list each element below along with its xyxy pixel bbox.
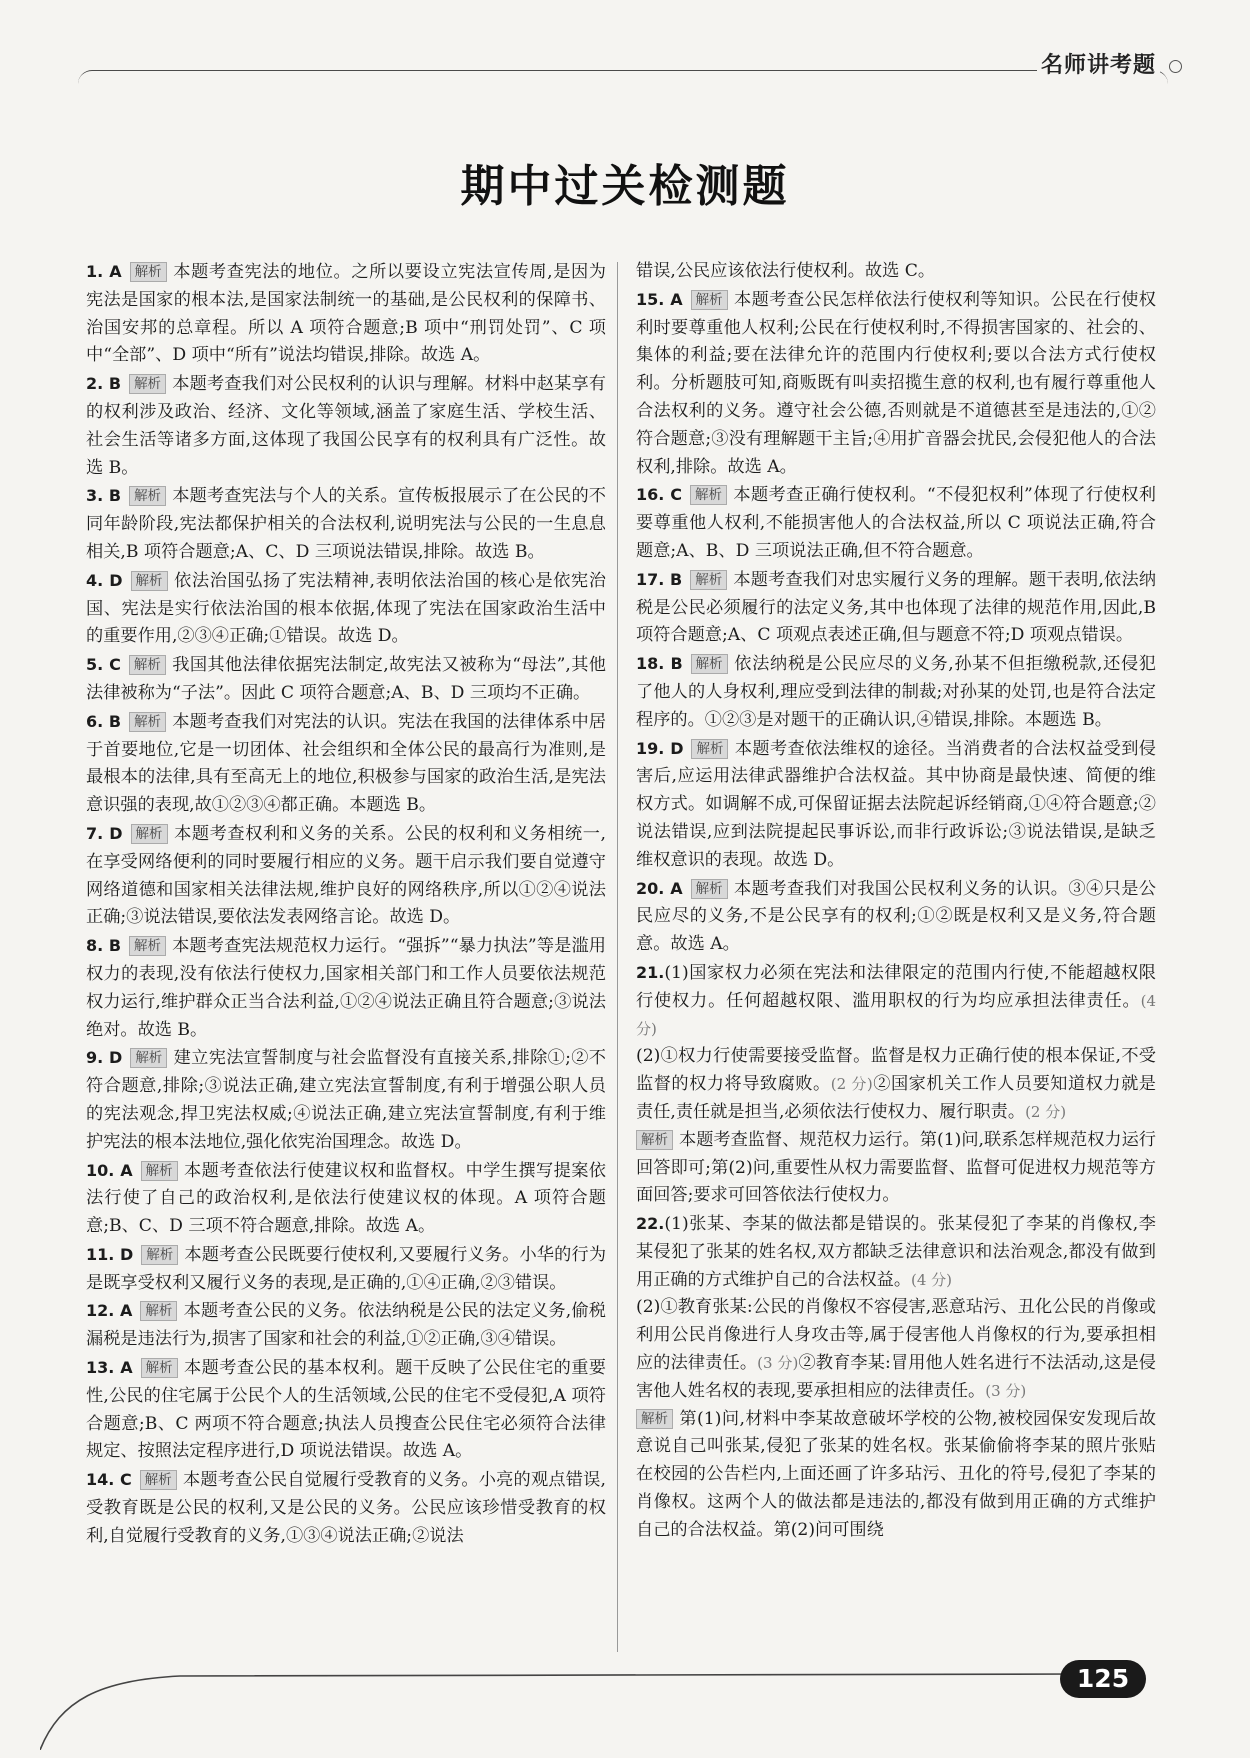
item-number: 15.: [636, 289, 665, 309]
answer-item: [636, 735, 1156, 875]
analysis-tag: 解析: [130, 1048, 167, 1068]
answer-text: 本题考查依法维权的途径。当消费者的合法权益受到侵害后,应运用法律武器维护合法权益。其中协商是最快速、简便的维权方式。如调解不成,可保留证据去法院起诉经销商,①④符合题意;②说法错误,应到法院提起民事诉讼,而非行政诉讼;③说法错误,是缺乏维权意识的表现。故选 D。: [636, 738, 1156, 870]
analysis-tag: 解析: [141, 1245, 178, 1265]
item-number: 19.: [636, 738, 665, 758]
item-number: 16.: [636, 485, 665, 505]
answer-text: 建立宪法宣誓制度与社会监督没有直接关系,排除①;②不符合题意,排除;③说法正确,建立宪法宣誓制度,有利于增强公职人员的宪法观念,捍卫宪法权威;④说法正确,建立宪法宣誓制度,有利于维护宪法的根本法地位,强化依宪治国理念。故选 D。: [86, 1048, 606, 1152]
item-number: 14.: [86, 1470, 115, 1490]
answer-letter: A: [120, 1358, 133, 1378]
answer-letter: B: [670, 654, 683, 674]
answer-text: 本题考查正确行使权利。“不侵犯权利”体现了行使权利要尊重他人权利,不能损害他人的合法权益,所以 C 项说法正确,符合题意;A、B、D 三项说法正确,但不符合题意。: [636, 485, 1156, 561]
answer-text: 本题考查宪法规范权力运行。“强拆”“暴力执法”等是滥用权力的表现,没有依法行使权力,国家相关部门和工作人员要依法规范权力运行,维护群众正当合法利益,①②④说法正确且符合题意;③说法绝对。故选 B。: [86, 936, 606, 1040]
analysis-tag: 解析: [691, 739, 728, 759]
analysis-tag: 解析: [690, 570, 727, 590]
analysis-tag: 解析: [129, 936, 166, 956]
score-label: (3 分): [757, 1354, 799, 1373]
answer-letter: A: [120, 1160, 133, 1180]
answer-item: [636, 481, 1156, 565]
analysis-tag: 解析: [636, 1130, 673, 1150]
analysis-tag: 解析: [130, 262, 167, 282]
answer-letter: A: [120, 1301, 133, 1321]
answer-letter: D: [670, 738, 684, 758]
header-rule: [78, 70, 1168, 85]
analysis-text: 本题考查监督、规范权力运行。第(1)问,联系怎样规范权力运行回答即可;第(2)问,重要性从权力需要监督、监督可促进权力规范等方面回答;要求可回答依法行使权力。: [636, 1129, 1156, 1206]
answer-item: [86, 708, 606, 820]
answer-letter: B: [108, 486, 122, 506]
answer-item: [636, 566, 1156, 650]
item-number: 5.: [86, 655, 104, 675]
page-title: 期中过关检测题: [460, 161, 790, 212]
analysis-tag: 解析: [131, 571, 168, 591]
answer-text: 本题考查公民既要行使权利,又要履行义务。小华的行为是既享受权利又履行义务的表现,是正确的,①④正确,②③错误。: [86, 1244, 607, 1293]
analysis-tag: 解析: [691, 879, 728, 899]
column-divider: [617, 262, 618, 1652]
left-column: [86, 258, 606, 1551]
answer-letter: C: [120, 1470, 132, 1490]
score-label: (4 分): [636, 991, 1156, 1038]
answer-sub-21-2: [636, 1043, 1156, 1126]
item-number: 21.: [636, 962, 665, 982]
analysis-22: [636, 1406, 1156, 1545]
item-number: 2.: [86, 374, 104, 394]
answer-letter: A: [670, 289, 683, 309]
answer-text: 本题考查权利和义务的关系。公民的权利和义务相统一,在享受网络便利的同时要履行相应的义务。题干启示我们要自觉遵守网络道德和国家相关法律法规,维护良好的网络秩序,所以①②④说法正确;③说法错误,要依法发表网络言论。故选 D。: [86, 823, 606, 928]
analysis-tag: 解析: [141, 1358, 178, 1378]
item-number: 8.: [86, 936, 104, 956]
answer-item: [86, 1354, 606, 1466]
score-label: (2 分): [1025, 1102, 1067, 1121]
score-label: (2 分): [830, 1075, 873, 1094]
answer-letter: D: [109, 570, 123, 590]
answer-item-21: [636, 959, 1156, 1043]
answer-item: [86, 258, 606, 370]
answer-text: 依法治国弘扬了宪法精神,表明依法治国的核心是依宪治国、宪法是实行依法治国的根本依据,体现了宪法在国家政治生活中的重要作用,②③④正确;①错误。故选 D。: [86, 570, 606, 647]
answer-item: [86, 370, 606, 482]
answer-item: [86, 567, 606, 651]
answer-text: ②国家机关工作人员要知道权力就是责任,责任就是担当,必须依法行使权力、履行职责。: [636, 1074, 1156, 1122]
answer-item: [636, 286, 1156, 482]
answer-item: [636, 875, 1156, 959]
item-number: 10.: [86, 1160, 115, 1180]
score-label: (3 分): [985, 1381, 1027, 1400]
analysis-tag: 解析: [140, 1470, 177, 1490]
item-number: 6.: [86, 711, 104, 731]
header-label: 名师讲考题: [1037, 48, 1160, 79]
analysis-tag: 解析: [129, 486, 166, 506]
answer-text: 本题考查公民的义务。依法纳税是公民的法定义务,偷税漏税是违法行为,损害了国家和社会的利益,①②正确,③④错误。: [86, 1301, 606, 1350]
item-number: 22.: [636, 1214, 665, 1234]
answer-item: [86, 1157, 606, 1241]
answer-letter: B: [108, 936, 122, 956]
answer-letter: D: [109, 1048, 123, 1068]
item-number: 1.: [86, 262, 104, 281]
answer-item: [86, 482, 606, 566]
item-number: 13.: [86, 1358, 115, 1378]
answer-item: [86, 1044, 606, 1156]
analysis-tag: 解析: [636, 1409, 673, 1429]
answer-text: 本题考查我们对我国公民权利义务的认识。③④只是公民应尽的义务,不是公民享有的权利;①②既是权利又是义务,符合题意。故选 A。: [636, 878, 1156, 955]
answer-letter: C: [109, 655, 121, 675]
answer-text: 本题考查公民怎样依法行使权利等知识。公民在行使权利时要尊重他人权利;公民在行使权利时,不得损害国家的、社会的、集体的利益;要在法律允许的范围内行使权利;要以合法方式行使权利。分析题肢可知,商贩既有叫卖招揽生意的权利,也有履行尊重他人合法权利的义务。遵守社会公德,否则就是不道德甚至是违法的,①②符合题意;③没有理解题干主旨;④用扩音器会扰民,会侵犯他人的合法权利,排除。故选 A。: [636, 289, 1156, 477]
analysis-tag: 解析: [129, 374, 166, 394]
answer-text: 本题考查我们对宪法的认识。宪法在我国的法律体系中居于首要地位,它是一切团体、社会组织和全体公民的最高行为准则,是最根本的法律,具有至高无上的地位,积极参与国家的政治生活,是宪法意识强的表现,故①②③④都正确。本题选 B。: [86, 711, 606, 816]
answer-text: ②教育李某:冒用他人姓名进行不法活动,这是侵害他人姓名权的表现,要承担相应的法律责任。: [636, 1353, 1156, 1401]
item-number: 17.: [636, 569, 665, 589]
answer-text: 依法纳税是公民应尽的义务,孙某不但拒缴税款,还侵犯了他人的人身权利,理应受到法律的制裁;对孙某的处罚,也是符合法定程序的。①②③是对题干的正确认识,④错误,排除。本题选 B。: [636, 654, 1156, 730]
item-number: 11.: [86, 1244, 115, 1264]
answer-text: (2)①权力行使需要接受监督。监督是权力正确行使的根本保证,不受监督的权力将导致腐败。: [636, 1046, 1156, 1095]
analysis-tag: 解析: [691, 290, 728, 310]
answer-text: 本题考查公民自觉履行受教育的义务。小亮的观点错误,受教育既是公民的权利,又是公民的义务。公民应该珍惜受教育的权利,自觉履行受教育的义务,①③④说法正确;②说法: [86, 1470, 607, 1546]
answer-letter: D: [109, 823, 123, 843]
answer-item: [86, 932, 606, 1044]
answer-letter: B: [108, 711, 122, 731]
answer-sub-22-2: [636, 1294, 1156, 1405]
answer-letter: C: [670, 485, 682, 505]
analysis-tag: 解析: [129, 712, 166, 732]
header-circle-icon: [1169, 60, 1182, 73]
answer-text: (1)张某、李某的做法都是错误的。张某侵犯了李某的肖像权,李某侵犯了张某的姓名权,双方都缺乏法律意识和法治观念,都没有做到用正确的方式维护自己的合法权益。: [636, 1214, 1156, 1290]
item-number: 3.: [86, 486, 104, 506]
item-number: 18.: [636, 654, 665, 674]
answer-text: (1)国家权力必须在宪法和法律限定的范围内行使,不能超越权限行使权力。任何超越权限、滥用职权的行为均应承担法律责任。: [636, 962, 1156, 1011]
answer-text: 本题考查我们对忠实履行义务的理解。题干表明,依法纳税是公民必须履行的法定义务,其中也体现了法律的规范作用,因此,B 项符合题意;A、C 项观点表述正确,但与题意不符;D 项观点错误。: [636, 569, 1157, 646]
answer-item: [86, 1297, 606, 1354]
answer-continuation: 错误,公民应该依法行使权利。故选 C。: [636, 261, 936, 281]
answer-text: 本题考查依法行使建议权和监督权。中学生撰写提案依法行使了自己的政治权利,是依法行使建议权的体现。A 项符合题意;B、C、D 三项不符合题意,排除。故选 A。: [86, 1160, 606, 1237]
analysis-tag: 解析: [141, 1161, 178, 1181]
answer-item: [86, 651, 606, 708]
footer-curve: [40, 1660, 1080, 1750]
analysis-tag: 解析: [691, 654, 728, 674]
answer-letter: D: [119, 1244, 134, 1264]
answer-item: [86, 1241, 606, 1298]
answer-item-22: [636, 1210, 1156, 1294]
item-number: 12.: [86, 1301, 115, 1321]
analysis-tag: 解析: [140, 1301, 177, 1321]
answer-text: 本题考查我们对公民权利的认识与理解。材料中赵某享有的权利涉及政治、经济、文化等领域,涵盖了家庭生活、学校生活、社会生活等诸多方面,这体现了我国公民享有的权利具有广泛性。故选 B。: [86, 374, 606, 478]
item-number: 9.: [86, 1048, 104, 1068]
answer-item: [86, 1466, 606, 1550]
answer-letter: B: [670, 569, 683, 589]
answer-letter: B: [108, 374, 122, 394]
answer-letter: A: [109, 262, 122, 281]
answer-text: 我国其他法律依据宪法制定,故宪法又被称为“母法”,其他法律被称为“子法”。因此 C 项符合题意;A、B、D 三项均不正确。: [86, 655, 606, 703]
right-column: [636, 258, 1156, 1545]
analysis-tag: 解析: [131, 824, 168, 844]
answer-text: 本题考查公民的基本权利。题干反映了公民住宅的重要性,公民的住宅属于公民个人的生活领域,公民的住宅不受侵犯,A 项符合题意;B、C 两项不符合题意;执法人员搜查公民住宅必须符合法律规定、按照法定程序进行,D 项说法错误。故选 A。: [86, 1358, 606, 1462]
item-number: 7.: [86, 823, 104, 843]
analysis-tag: 解析: [129, 655, 166, 675]
answer-text: (2)①教育张某:公民的肖像权不容侵害,恶意玷污、丑化公民的肖像或利用公民肖像进行人身攻击等,属于侵害他人肖像权的行为,要承担相应的法律责任。: [636, 1297, 1156, 1374]
analysis-21: [636, 1127, 1156, 1210]
page-number: 125: [1060, 1660, 1146, 1698]
item-number: 20.: [636, 878, 665, 898]
answer-text: 本题考查宪法的地位。之所以要设立宪法宣传周,是因为宪法是国家的根本法,是国家法制统一的基础,是公民权利的保障书、治国安邦的总章程。所以 A 项符合题意;B 项中“刑罚处罚”、C 项中“全部”、D 项中“所有”说法均错误,排除。故选 A。: [86, 262, 606, 366]
answer-item: [636, 650, 1156, 734]
analysis-tag: 解析: [690, 485, 727, 505]
item-number: 4.: [86, 570, 104, 590]
analysis-text: 第(1)问,材料中李某故意破坏学校的公物,被校园保安发现后故意说自己叫张某,侵犯了张某的姓名权。张某偷偷将李某的照片张贴在校园的公告栏内,上面还画了许多玷污、丑化的符号,侵犯了李某的肖像权。这两个人的做法都是违法的,都没有做到用正确的方式维护自己的合法权益。第(2)问可围绕: [636, 1408, 1156, 1540]
answer-text: 本题考查宪法与个人的关系。宣传板报展示了在公民的不同年龄阶段,宪法都保护相关的合法权利,说明宪法与公民的一生息息相关,B 项符合题意;A、C、D 三项说法错误,排除。故选 B。: [86, 486, 606, 562]
answer-item: [86, 820, 606, 932]
answer-letter: A: [670, 878, 683, 898]
score-label: (4 分): [911, 1270, 953, 1289]
